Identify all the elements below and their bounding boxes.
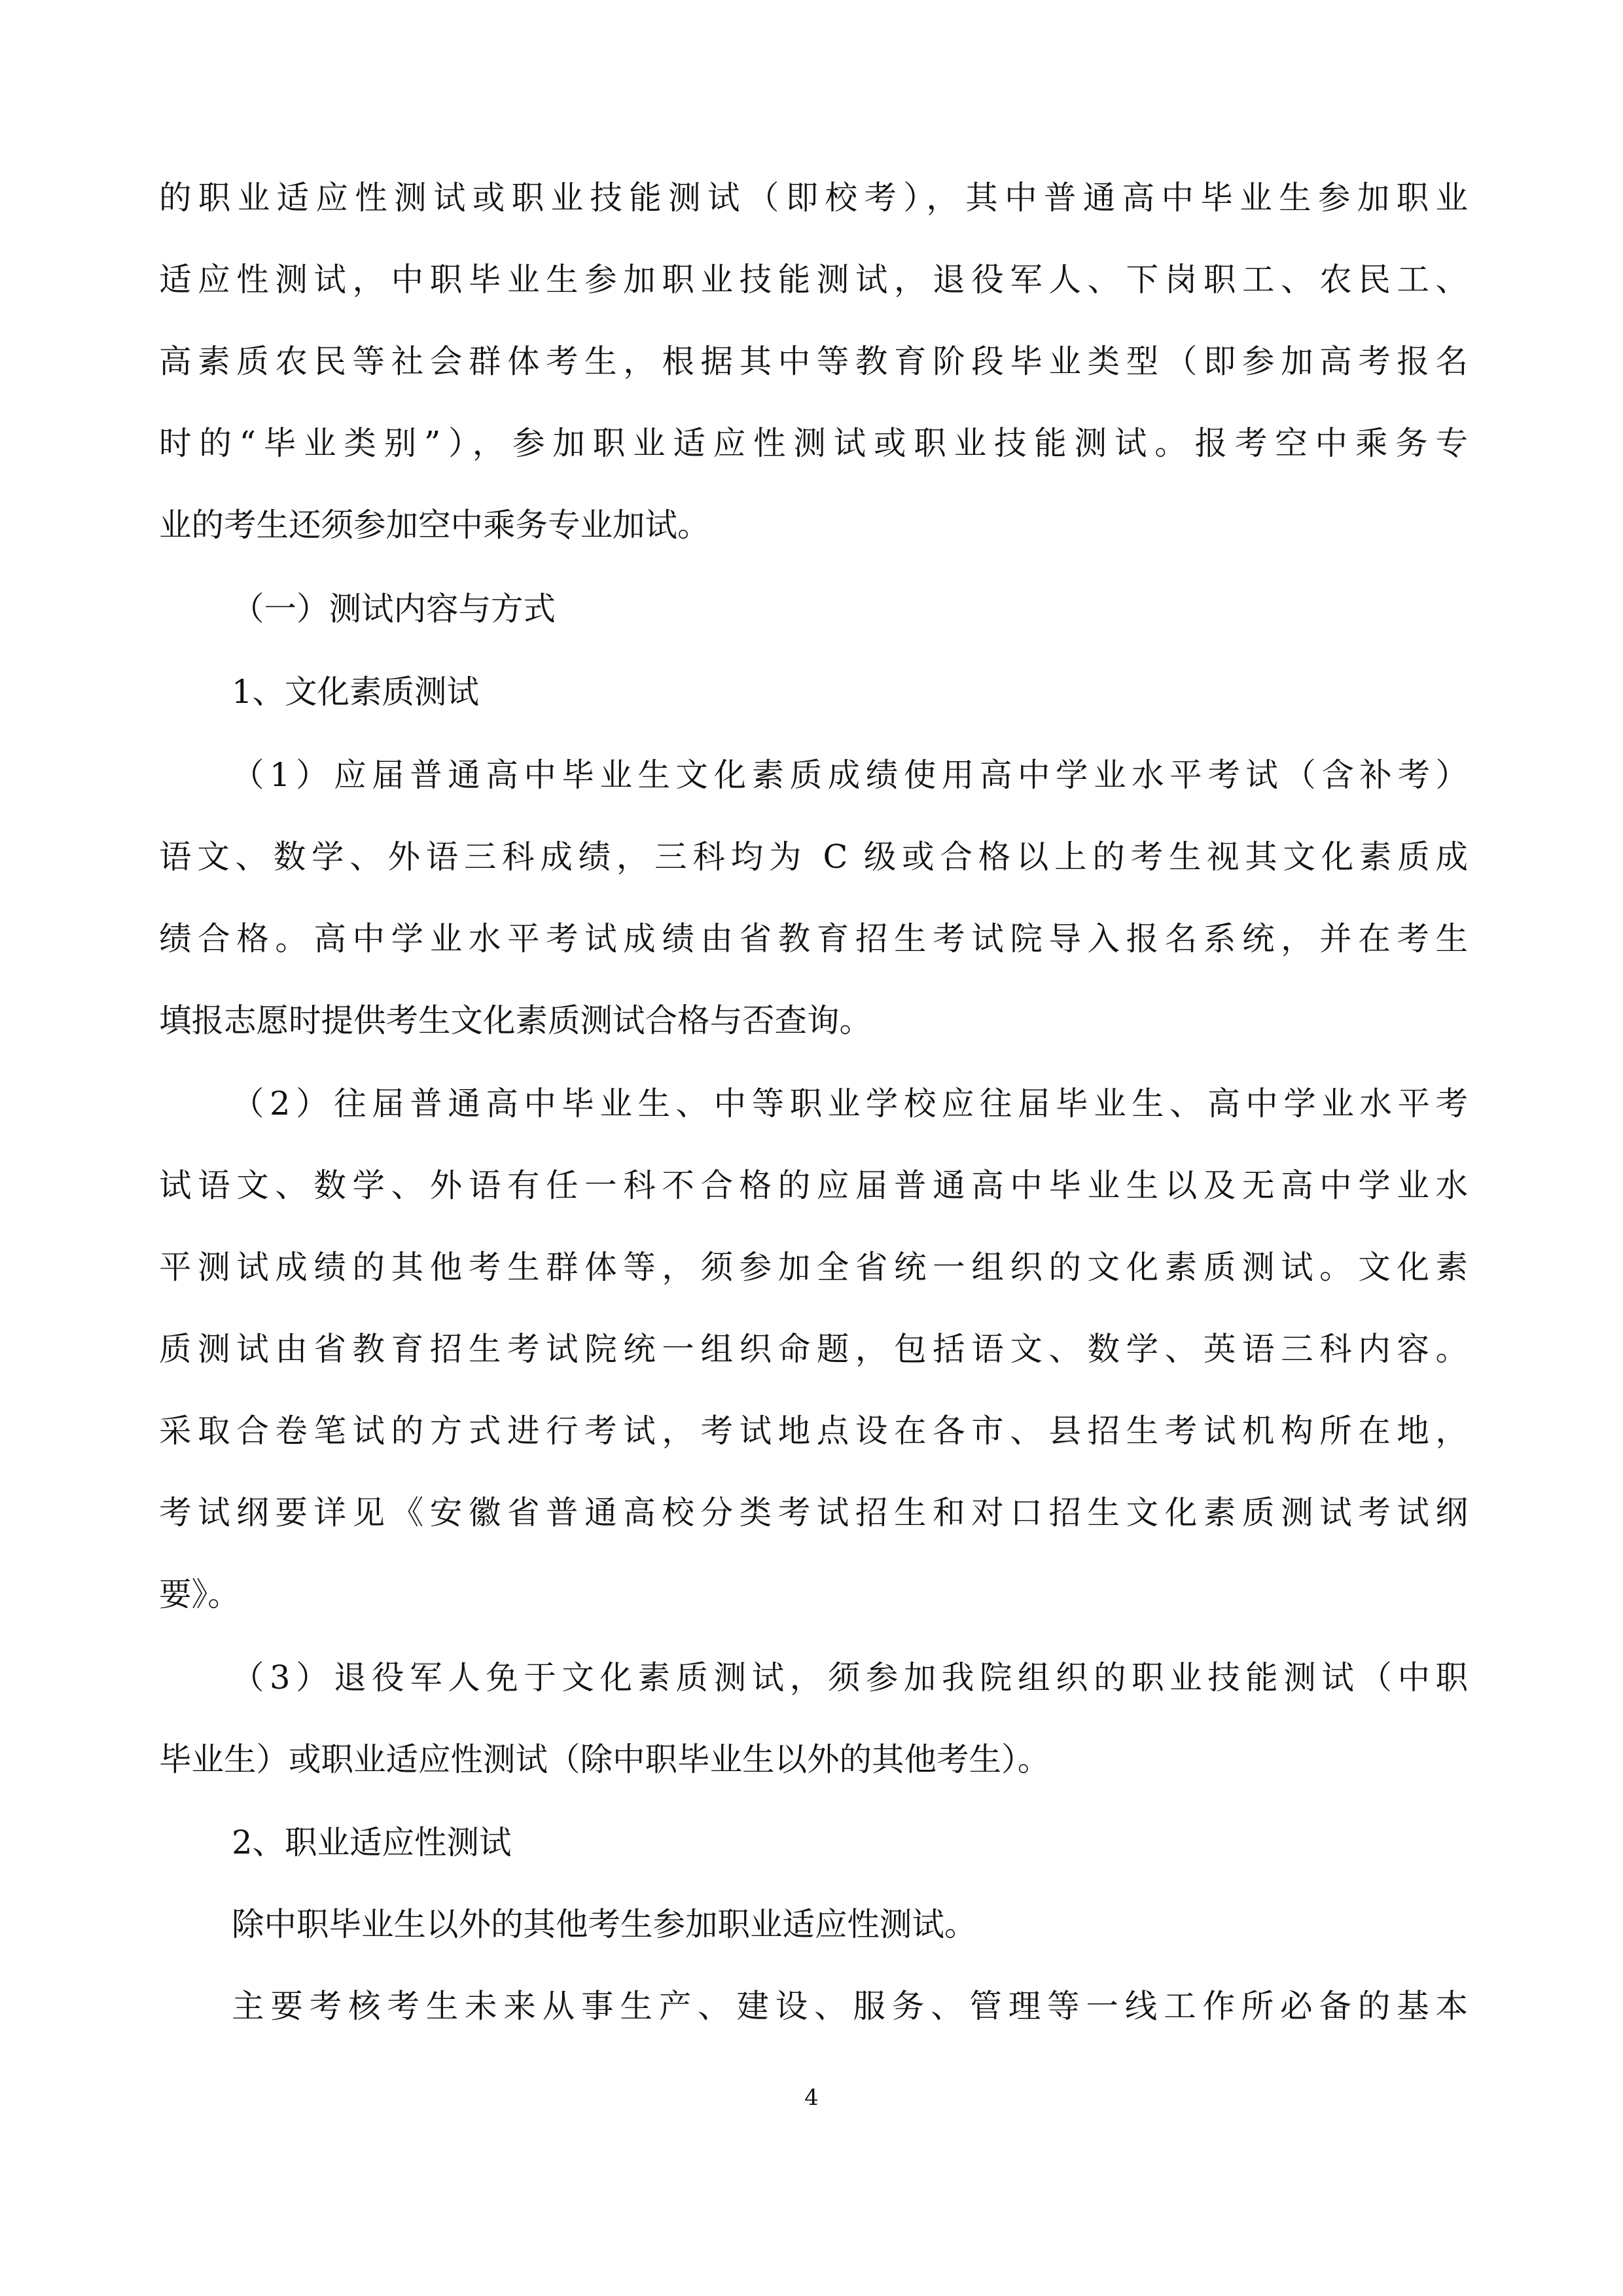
page-number: 4 [804, 2085, 819, 2111]
text-line: 质测试由省教育招生考试院统一组织命题，包括语文、数学、英语三科内容。 [159, 1330, 1468, 1368]
text-line: 平测试成绩的其他考生群体等，须参加全省统一组织的文化素质测试。文化素 [159, 1248, 1468, 1286]
text-line: 主要考核考生未来从事生产、建设、服务、管理等一线工作所必备的基本 [232, 1987, 1468, 2025]
section-heading: （一）测试内容与方式 [232, 590, 556, 628]
text-line: 要》。 [159, 1575, 240, 1613]
text-line: 高素质农民等社会群体考生，根据其中等教育阶段毕业类型（即参加高考报名 [159, 342, 1468, 380]
text-line: 考试纲要详见《安徽省普通高校分类考试招生和对口招生文化素质测试考试纲 [159, 1494, 1468, 1532]
text-line: 除中职毕业生以外的其他考生参加职业适应性测试。 [232, 1905, 977, 1943]
text-line: 试语文、数学、外语有任一科不合格的应届普通高中毕业生以及无高中学业水 [159, 1166, 1468, 1204]
text-line: 的职业适应性测试或职业技能测试（即校考），其中普通高中毕业生参加职业 [159, 179, 1468, 217]
text-line: 绩合格。高中学业水平考试成绩由省教育招生考试院导入报名系统，并在考生 [159, 920, 1468, 958]
text-line: （2）往届普通高中毕业生、中等职业学校应往届毕业生、高中学业水平考 [232, 1085, 1468, 1122]
text-line: （1）应届普通高中毕业生文化素质成绩使用高中学业水平考试（含补考） [232, 756, 1468, 794]
text-line: 时的“毕业类别”），参加职业适应性测试或职业技能测试。报考空中乘务专 [159, 424, 1468, 462]
text-line: 采取合卷笔试的方式进行考试，考试地点设在各市、县招生考试机构所在地， [159, 1412, 1468, 1450]
text-line: 适应性测试，中职毕业生参加职业技能测试，退役军人、下岗职工、农民工、 [159, 260, 1468, 298]
text-line: 业的考生还须参加空中乘务专业加试。 [159, 506, 710, 544]
text-line: 语文、数学、外语三科成绩，三科均为 C 级或合格以上的考生视其文化素质成 [159, 838, 1468, 876]
subsection-heading: 1、文化素质测试 [232, 673, 479, 711]
text-line: 毕业生）或职业适应性测试（除中职毕业生以外的其他考生）。 [159, 1740, 1050, 1778]
subsection-heading: 2、职业适应性测试 [232, 1823, 512, 1861]
text-line: （3）退役军人免于文化素质测试，须参加我院组织的职业技能测试（中职 [232, 1659, 1468, 1696]
text-line: 填报志愿时提供考生文化素质测试合格与否查询。 [159, 1001, 872, 1039]
